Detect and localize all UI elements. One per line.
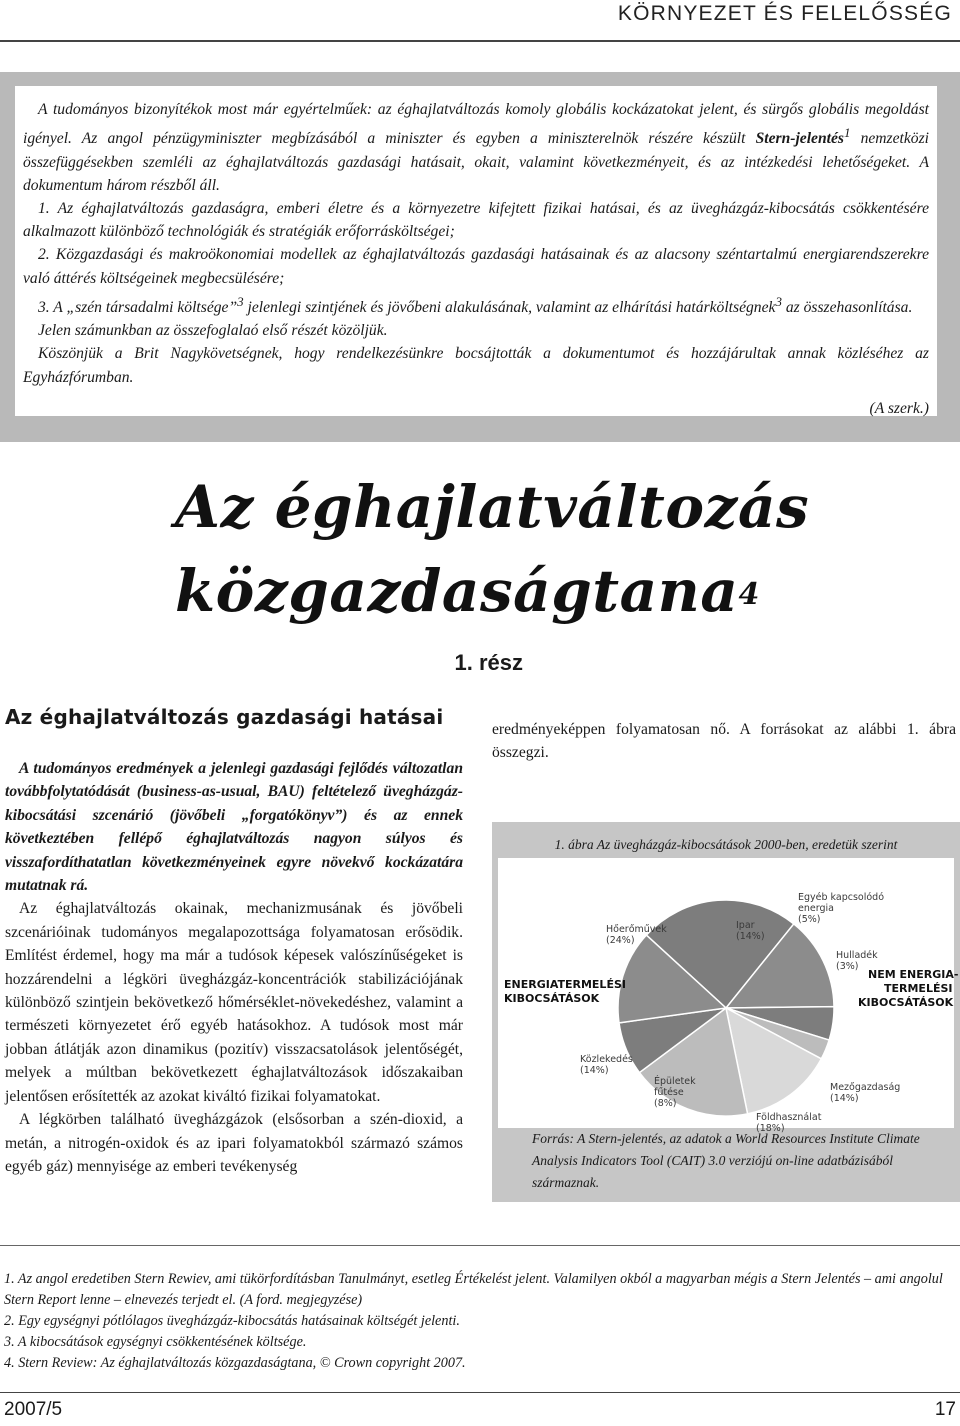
group-label-energy-2: KIBOCSÁTÁSOK bbox=[504, 992, 600, 1005]
footnote-ref: 1 bbox=[843, 125, 851, 141]
page-footer bbox=[0, 1392, 960, 1426]
slice-label: (18%) bbox=[756, 1123, 785, 1134]
slice-label: (5%) bbox=[798, 914, 821, 925]
intro-item-2: 2. Közgazdasági és makroökonomiai modellek az éghajlatváltozás gazdasági hatásainak és az alacsony széntartalmú energiarendszerekre való áttérés költségeinek megbecsülésére; bbox=[23, 246, 929, 287]
intro-paragraph bbox=[23, 98, 929, 197]
footnote-4: 4. Stern Review: Az éghajlatváltozás közgazdaságtana, © Crown copyright 2007. bbox=[4, 1355, 466, 1371]
part-label: 1. rész bbox=[454, 650, 523, 675]
slice-label: Épületek bbox=[654, 1076, 696, 1087]
slice-label: energia bbox=[798, 903, 834, 914]
left-column bbox=[5, 705, 463, 1178]
right-column bbox=[492, 718, 956, 765]
intro-item-3 bbox=[23, 290, 929, 319]
title-line-2 bbox=[175, 549, 809, 633]
footnote-3: 3. A kibocsátások egységnyi csökkentésének költsége. bbox=[4, 1334, 307, 1350]
group-label-nonenergy-1: NEM ENERGIA- bbox=[868, 968, 959, 981]
slice-label: (8%) bbox=[654, 1098, 677, 1109]
emissions-pie-chart bbox=[498, 858, 959, 1134]
intro-thanks: Köszönjük a Brit Nagykövetségnek, hogy rendelkezésünkre bocsájtották a dokumentumot és hozzájárultak annak közléséhez az Egyházfórumban. bbox=[23, 345, 929, 386]
intro-text: A tudományos bizonyítékok most már egyértelműek: az éghajlatváltozás komoly globális kockázatokat jelent, és sürgős globális megoldást igényel. Az angol pénzügyminiszter megbízásából a miniszter és egyben a miniszterelnök részére készült bbox=[23, 101, 929, 148]
body-paragraph: eredményeképpen folyamatosan nő. A forrásokat az alábbi 1. ábra összegzi. bbox=[492, 721, 956, 762]
footnote-ref: 3 bbox=[237, 293, 244, 309]
footnote-ref: 4 bbox=[738, 577, 760, 612]
footnote-1: 1. Az angol eredetiben Stern Rewiev, ami tükörfordításban Tanulmányt, esetleg Értékelést jelent. Valamilyen okból a magyarban mégis a Stern Jelentés – ami angolul Stern Report lenne – elnevezés terjedt el. (A ford. megjegyzése) bbox=[4, 1271, 943, 1308]
slice-label: (14%) bbox=[830, 1093, 859, 1104]
intro-publish-note: Jelen számunkban az összefoglalaó első részét közöljük. bbox=[38, 322, 388, 340]
intro-text: 3. A „szén társadalmi költsége” bbox=[38, 299, 238, 316]
slice-label: Hulladék bbox=[836, 950, 878, 961]
group-label-nonenergy-2: TERMELÉSI bbox=[884, 982, 953, 995]
slice-label: Egyéb kapcsolódó bbox=[798, 892, 885, 903]
intro-text: jelenlegi szintjének és jövőbeni alakulásának, valamint az elhárítási határköltségnek bbox=[243, 299, 776, 316]
editorial-intro-box bbox=[0, 72, 960, 442]
figure-source: Forrás: A Stern-jelentés, az adatok a World Resources Institute Climate Analysis Indicators Tool (CAIT) 3.0 verziójú on-line adatbázisából származnak. bbox=[532, 1131, 920, 1190]
page-header bbox=[0, 0, 960, 42]
footnote-ref: 3 bbox=[775, 293, 782, 309]
body-paragraph: Az éghajlatváltozás okainak, mechanizmusának és jövőbeli szcenárióinak tudományos megalapozottsága folyamatosan erősödik. Említést érdemel, hogy ma már a tudósok képesek valószínűségeket is hozzárendelni a légköri üvegházgáz-koncentrációk stabilizációjának különböző szintjein bekövetkező hőmérséklet-növekedéshez, valamint a természeti környezetet érő egyéb hatásokhoz. A tudósok most már jobban átlátják azon dinamikus (pozitív) visszacsatolások jelentőségét, melyek a múltban bekövetkezett éghajlatváltozások időszakaiban jelentősen erősítették az azokat kiváltó fizikai folyamatokat. bbox=[5, 900, 463, 1105]
running-head: KÖRNYEZET ÉS FELELŐSSÉG bbox=[617, 2, 952, 25]
figure-caption: 1. ábra Az üvegházgáz-kibocsátások 2000-ben, eredetük szerint bbox=[554, 837, 898, 852]
slice-label: Földhasználat bbox=[756, 1112, 822, 1123]
issue-number: 2007/5 bbox=[4, 1399, 63, 1420]
slice-label: (3%) bbox=[836, 961, 859, 972]
title-text: közgazdaságtana bbox=[175, 557, 739, 625]
slice-label: Hőerőművek bbox=[606, 924, 667, 935]
article-title bbox=[175, 465, 809, 633]
header-rule bbox=[0, 40, 960, 42]
figure-1 bbox=[492, 822, 960, 1202]
intro-item-1: 1. Az éghajlatváltozás gazdaságra, emberi életre és a környezetre kifejtett fizikai hatásai, és az üvegházgáz-kibocsátás csökkentésére alkalmazott különböző technológiák és stratégiák erőforrásköltségei; bbox=[23, 200, 929, 241]
intro-signoff: (A szerk.) bbox=[869, 399, 929, 417]
editorial-intro-text bbox=[15, 86, 937, 416]
slice-label: (14%) bbox=[736, 931, 765, 942]
slice-label: (14%) bbox=[580, 1065, 609, 1076]
body-paragraph: A légkörben található üvegházgázok (elsősorban a szén-dioxid, a metán, a nitrogén-oxidok és az ipari folyamatokból származó számos egyéb gáz) mennyisége az emberi tevékenység bbox=[5, 1111, 463, 1175]
group-label-energy-1: ENERGIATERMELÉSI bbox=[504, 978, 626, 991]
slice-label: Ipar bbox=[736, 920, 755, 931]
footnote-list bbox=[4, 1269, 956, 1374]
title-line-1: Az éghajlatváltozás bbox=[175, 473, 810, 541]
slice-label: Mezőgazdaság bbox=[830, 1082, 901, 1093]
section-title: Az éghajlatváltozás gazdasági hatásai bbox=[5, 705, 444, 729]
group-label-nonenergy-3: KIBOCSÁTÁSOK bbox=[858, 996, 954, 1009]
slice-label: fűtése bbox=[654, 1087, 684, 1098]
page-number: 17 bbox=[934, 1399, 956, 1420]
slice-label: Közlekedés bbox=[580, 1054, 633, 1065]
intro-text: az összehasonlítása. bbox=[781, 299, 913, 316]
slice-label: (24%) bbox=[606, 935, 635, 946]
stern-report-name: Stern-jelentés bbox=[755, 130, 844, 148]
lead-paragraph: A tudományos eredmények a jelenlegi gazdasági fejlődés változatlan továbbfolytatódását (business-as-usual, BAU) feltételező üvegházgáz-kibocsátási szcenárió (jövőbeli „forgatókönyv”) és az ennek következtében fellépő éghajlatváltozás nagyon súlyos és visszafordíthatatlan következményeinek egyre növekvő kockázatára mutatnak rá. bbox=[5, 760, 463, 895]
intro-text: nemzetközi összefüggésekben szemléli az éghajlatváltozás gazdasági hatásait, okait, valamint következményeit, és az intézkedési lehetőségeket. A dokumentum három részből áll. bbox=[23, 130, 929, 194]
footnote-rule bbox=[0, 1245, 960, 1246]
footnote-2: 2. Egy egységnyi pótlólagos üvegházgáz-kibocsátás hatásainak költségét jelenti. bbox=[4, 1313, 460, 1329]
